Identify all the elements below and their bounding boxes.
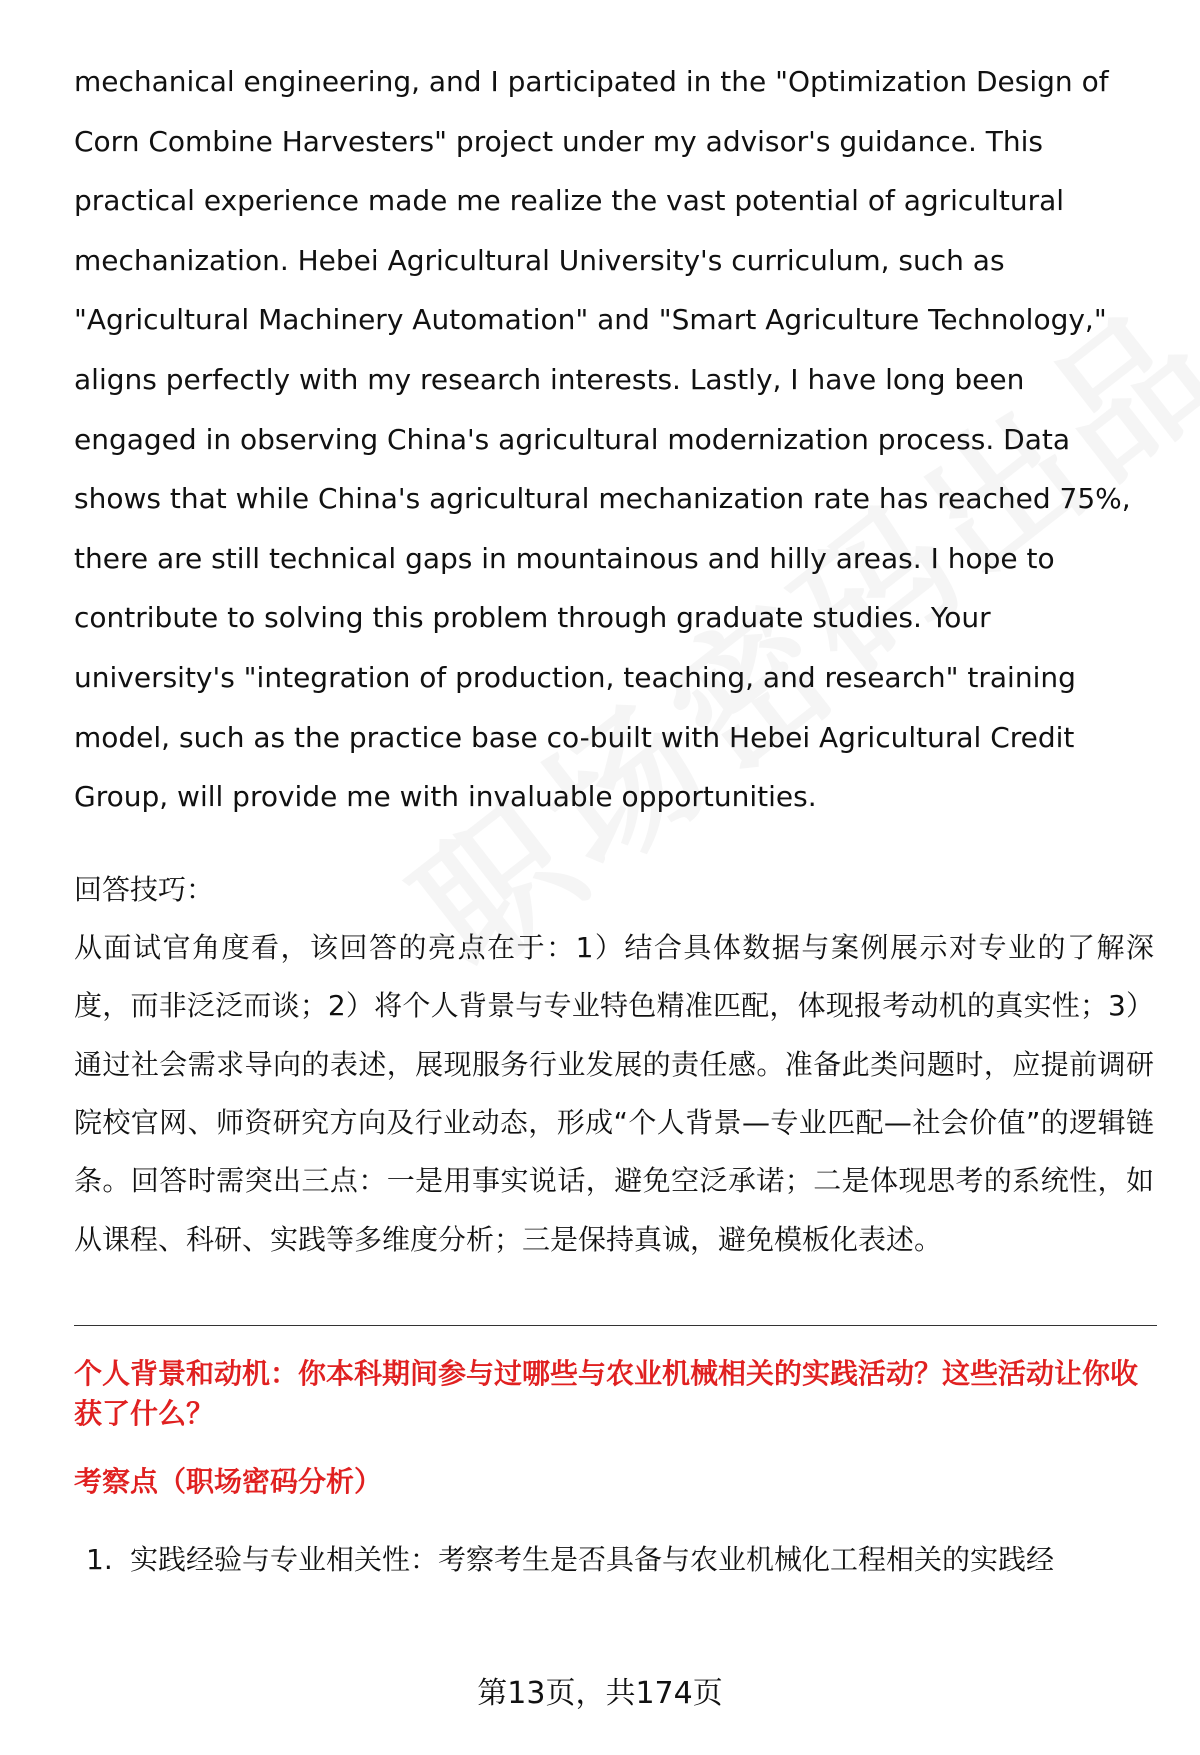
list-item (74, 1538, 1154, 1582)
assessment-points-list (74, 1538, 1154, 1582)
page-number-footer: 第13页，共174页 (477, 1676, 723, 1711)
list-item-text: 实践经验与专业相关性：考察考生是否具备与农业机械化工程相关的实践经 (130, 1543, 1055, 1577)
list-item-number: 1. (86, 1543, 113, 1577)
section-divider (74, 1325, 1157, 1326)
tips-label: 回答技巧： (74, 872, 215, 906)
section-heading: 考察点（职场密码分析） (74, 1465, 383, 1499)
page-content (74, 52, 1154, 1582)
tips-paragraph: 从面试官角度看，该回答的亮点在于：1）结合具体数据与案例展示对专业的了解深度，而非泛泛而谈；2）将个人背景与专业特色精准匹配，体现报考动机的真实性；3）通过社会需求导向的表述，展现服务行业发展的责任感。准备此类问题时，应提前调研院校官网、师资研究方向及行业动态，形成“个人背景—专业匹配—社会价值”的逻辑链条。回答时需突出三点：一是用事实说话，避免空泛承诺；二是体现思考的系统性，如从课程、科研、实践等多维度分析；三是保持真诚，避免模板化表述。 (74, 930, 1154, 1256)
interview-question: 个人背景和动机：你本科期间参与过哪些与农业机械相关的实践活动？这些活动让你收获了什么？ (74, 1357, 1139, 1431)
english-answer-paragraph: mechanical engineering, and I participated in the "Optimization Design of Corn Combine Harvesters" project under my advisor's guidance. This practical experience made me realize the vast potential of agricultural mechanization. Hebei Agricultural University's curriculum, such as "Agricultural Machinery Automation" and "Smart Agriculture Technology," aligns perfectly with my research interests. Lastly, I have long been engaged in observing China's agricultural modernization process. Data shows that while China's agricultural mechanization rate has reached 75%, there are still technical gaps in mountainous and hilly areas. I hope to contribute to solving this problem through graduate studies. Your university's "integration of production, teaching, and research" training model, such as the practice base co-built with Hebei Agricultural Credit Group, will provide me with invaluable opportunities. (74, 65, 1131, 814)
